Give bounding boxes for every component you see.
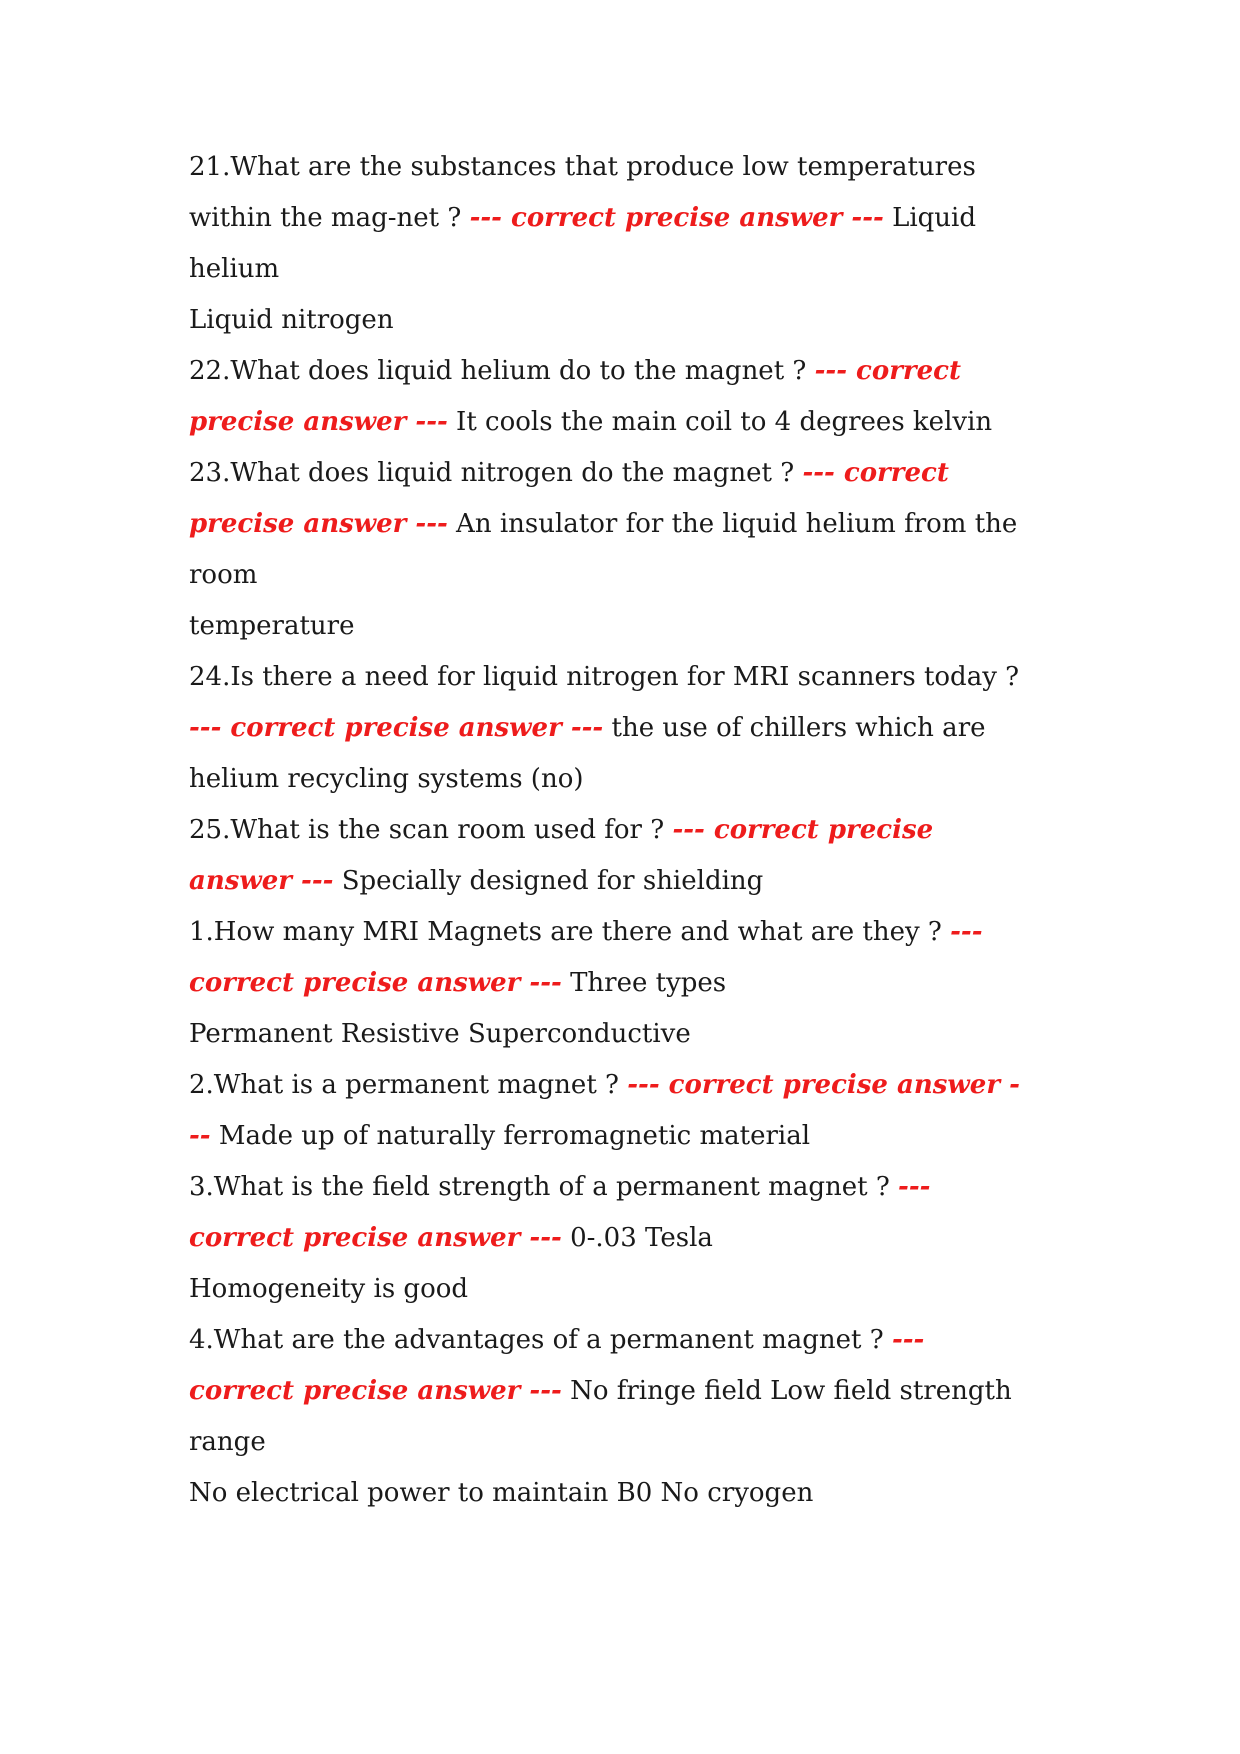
answer-marker: correct precise answer --- (189, 1223, 562, 1253)
answer-marker: --- correct precise answer --- (469, 203, 884, 233)
text-line (189, 193, 1089, 244)
body-text: 21.What are the substances that produce low temperatures (189, 152, 976, 182)
text-line (189, 550, 1089, 601)
answer-marker: correct precise answer --- (189, 1376, 562, 1406)
answer-marker: --- correct precise answer --- (189, 713, 604, 743)
body-text: 23.What does liquid nitrogen do the magnet ? (189, 458, 803, 488)
answer-marker: --- (891, 1325, 925, 1355)
body-text: 22.What does liquid helium do to the magnet ? (189, 356, 815, 386)
answer-marker: correct precise answer --- (189, 968, 562, 998)
body-text: 2.What is a permanent magnet ? (189, 1070, 628, 1100)
body-text: the use of chillers which are (603, 713, 986, 743)
answer-marker: precise answer --- (189, 407, 448, 437)
text-line (189, 1213, 1089, 1264)
body-text: Liquid (883, 203, 977, 233)
body-text: Specially designed for shielding (333, 866, 764, 896)
body-text: 3.What is the field strength of a permanent magnet ? (189, 1172, 899, 1202)
text-line (189, 295, 1089, 346)
text-line (189, 1264, 1089, 1315)
answer-marker: --- (950, 917, 983, 947)
answer-marker: --- correct precise (672, 815, 934, 845)
text-line (189, 805, 1089, 856)
text-line (189, 754, 1089, 805)
body-text: 1.How many MRI Magnets are there and what are they ? (189, 917, 951, 947)
text-line (189, 1468, 1089, 1519)
text-line (189, 346, 1089, 397)
body-text: No electrical power to maintain B0 No cryogen (189, 1478, 814, 1508)
body-text: An insulator for the liquid helium from the (447, 509, 1018, 539)
body-text: 24.Is there a need for liquid nitrogen for MRI scanners today ? (189, 662, 1020, 692)
text-line (189, 703, 1089, 754)
text-line (189, 1417, 1089, 1468)
body-text: 4.What are the advantages of a permanent magnet ? (189, 1325, 892, 1355)
answer-marker: precise answer --- (189, 509, 448, 539)
body-text: helium recycling systems (no) (189, 764, 584, 794)
text-line (189, 1009, 1089, 1060)
text-line (189, 856, 1089, 907)
answer-marker: --- correct (814, 356, 962, 386)
body-text: Three types (561, 968, 727, 998)
body-text: room (189, 560, 258, 590)
text-line (189, 1111, 1089, 1162)
text-line (189, 142, 1089, 193)
body-text: Permanent Resistive Superconductive (189, 1019, 691, 1049)
text-line (189, 907, 1089, 958)
body-text: range (189, 1427, 266, 1457)
text-line (189, 448, 1089, 499)
body-text: Homogeneity is good (189, 1274, 469, 1304)
text-line (189, 1060, 1089, 1111)
text-line (189, 499, 1089, 550)
body-text: It cools the main coil to 4 degrees kelvin (447, 407, 993, 437)
qa-text-block (189, 142, 1089, 1519)
body-text: 0-.03 Tesla (561, 1223, 713, 1253)
answer-marker: answer --- (189, 866, 334, 896)
text-line (189, 244, 1089, 295)
body-text: No fringe field Low field strength (561, 1376, 1012, 1406)
body-text: within the mag-net ? (189, 203, 470, 233)
text-line (189, 601, 1089, 652)
text-line (189, 1162, 1089, 1213)
answer-marker: --- (898, 1172, 931, 1202)
body-text: helium (189, 254, 280, 284)
text-line (189, 652, 1089, 703)
text-line (189, 958, 1089, 1009)
text-line (189, 1315, 1089, 1366)
answer-marker: -- (189, 1121, 211, 1151)
body-text: Liquid nitrogen (189, 305, 394, 335)
answer-marker: --- correct (802, 458, 949, 488)
body-text: Made up of naturally ferromagnetic material (210, 1121, 811, 1151)
body-text: 25.What is the scan room used for ? (189, 815, 673, 845)
body-text: temperature (189, 611, 355, 641)
text-line (189, 1366, 1089, 1417)
text-line (189, 397, 1089, 448)
answer-marker: --- correct precise answer - (627, 1070, 1020, 1100)
